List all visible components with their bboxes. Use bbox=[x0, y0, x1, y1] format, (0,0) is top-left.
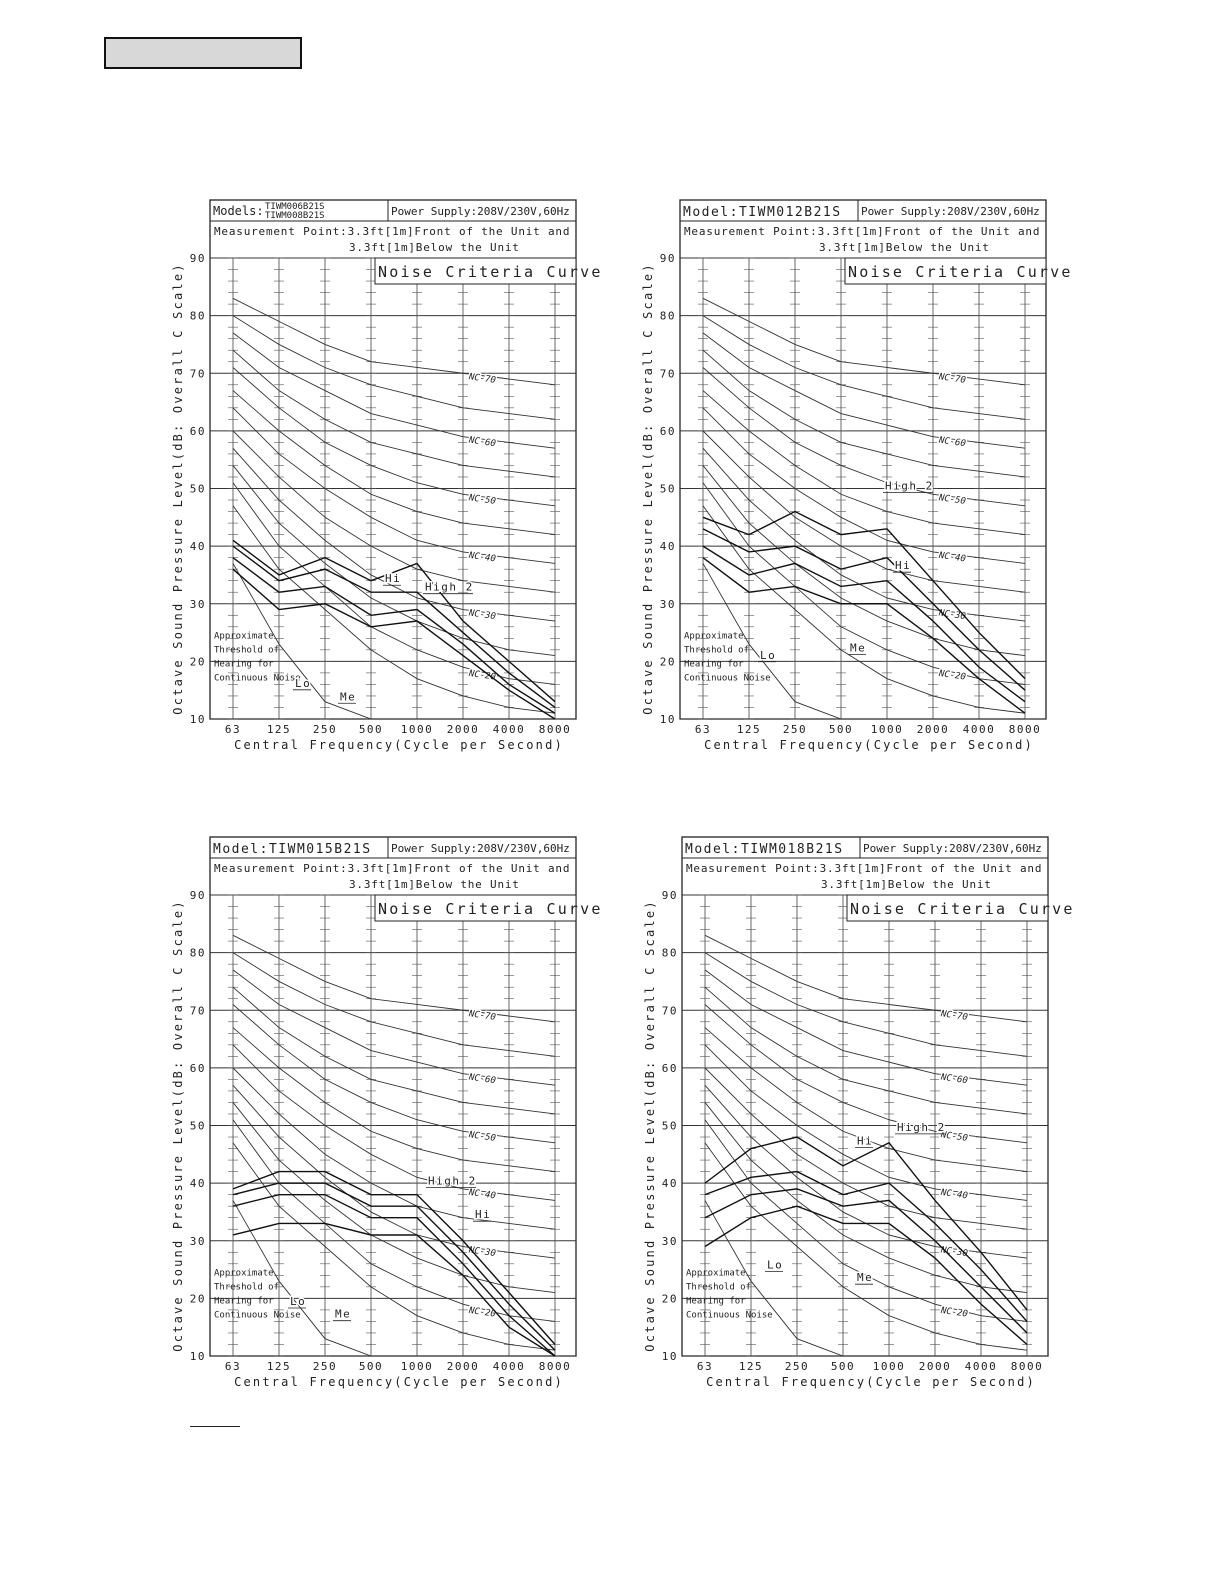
x-tick-label: 8000 bbox=[1010, 1360, 1044, 1373]
y-axis-title: Octave Sound Pressure Level(dB: Overall C Scale) bbox=[171, 899, 185, 1352]
nc-label: NC-40 bbox=[938, 550, 967, 565]
nc-curve bbox=[705, 1028, 1027, 1172]
curve-title: Noise Criteria Curve bbox=[850, 900, 1075, 918]
nc-label: NC-50 bbox=[938, 493, 967, 507]
x-axis-title: Central Frequency(Cycle per Second) bbox=[706, 1375, 1036, 1389]
mode-label: High 2 bbox=[885, 479, 934, 493]
mode-label: Hi bbox=[475, 1208, 492, 1222]
y-tick-label: 60 bbox=[189, 424, 206, 438]
threshold-label-line: Approximate bbox=[684, 631, 744, 642]
y-tick-label: 90 bbox=[189, 252, 206, 265]
x-axis-title: Central Frequency(Cycle per Second) bbox=[234, 738, 564, 752]
measurement-line-2: 3.3ft[1m]Below the Unit bbox=[821, 878, 992, 891]
x-axis-title: Central Frequency(Cycle per Second) bbox=[704, 738, 1034, 752]
mode-label: High 2 bbox=[428, 1174, 477, 1188]
y-tick-label: 90 bbox=[189, 889, 206, 902]
mode-label: Me bbox=[335, 1307, 352, 1321]
x-tick-label: 63 bbox=[696, 1360, 714, 1373]
x-tick-label: 63 bbox=[224, 723, 242, 736]
nc-label: NC-30 bbox=[468, 608, 497, 623]
y-tick-label: 40 bbox=[659, 540, 676, 554]
nc-curve bbox=[703, 367, 1025, 505]
y-tick-label: 50 bbox=[659, 482, 676, 496]
mode-label: Lo bbox=[295, 676, 312, 690]
measurement-line-2: 3.3ft[1m]Below the Unit bbox=[349, 241, 520, 254]
y-tick-label: 30 bbox=[661, 1234, 678, 1248]
nc-curve bbox=[233, 953, 555, 1057]
nc-label: NC-20 bbox=[938, 668, 967, 683]
nc-label: NC-40 bbox=[468, 1187, 497, 1202]
x-tick-label: 4000 bbox=[964, 1360, 998, 1373]
y-tick-label: 10 bbox=[661, 1350, 678, 1363]
nc-curve bbox=[705, 935, 1027, 1021]
y-tick-label: 80 bbox=[659, 309, 676, 323]
y-tick-label: 90 bbox=[661, 889, 678, 902]
x-tick-label: 2000 bbox=[916, 723, 950, 736]
threshold-label-line: Hearing for bbox=[684, 659, 744, 670]
y-tick-label: 60 bbox=[661, 1061, 678, 1075]
nc-curve bbox=[703, 316, 1025, 420]
y-tick-label: 20 bbox=[661, 1292, 678, 1306]
y-axis-title: Octave Sound Pressure Level(dB: Overall C Scale) bbox=[171, 262, 185, 715]
x-tick-label: 63 bbox=[224, 1360, 242, 1373]
x-tick-label: 8000 bbox=[1008, 723, 1042, 736]
threshold-label-line: Threshold of bbox=[214, 645, 280, 656]
threshold-label-line: Hearing for bbox=[214, 659, 274, 670]
x-tick-label: 500 bbox=[358, 1360, 384, 1373]
measurement-line-1: Measurement Point:3.3ft[1m]Front of the Unit and bbox=[214, 862, 571, 875]
chart-panel-1 bbox=[171, 200, 603, 752]
y-tick-label: 70 bbox=[661, 1004, 678, 1018]
y-tick-label: 80 bbox=[189, 946, 206, 960]
nc-label: NC-30 bbox=[938, 608, 967, 623]
x-tick-label: 500 bbox=[358, 723, 384, 736]
mode-label: High 2 bbox=[425, 580, 474, 594]
nc-label: NC-60 bbox=[940, 1072, 969, 1087]
nc-label: NC-20 bbox=[468, 1305, 497, 1320]
mode-label: Lo bbox=[290, 1294, 307, 1308]
x-tick-label: 125 bbox=[266, 723, 292, 736]
power-supply: Power Supply:208V/230V,60Hz bbox=[861, 205, 1040, 218]
y-tick-label: 30 bbox=[189, 597, 206, 611]
y-tick-label: 40 bbox=[189, 1177, 206, 1191]
nc-label: NC-20 bbox=[468, 668, 497, 683]
nc-label: NC-70 bbox=[938, 372, 967, 386]
x-tick-label: 250 bbox=[784, 1360, 810, 1373]
x-tick-label: 1000 bbox=[400, 723, 434, 736]
y-tick-label: 10 bbox=[189, 1350, 206, 1363]
threshold-label-line: Hearing for bbox=[214, 1296, 274, 1307]
nc-label: NC-60 bbox=[468, 435, 497, 450]
mode-label: Me bbox=[850, 641, 867, 655]
x-tick-label: 250 bbox=[782, 723, 808, 736]
threshold-label-line: Approximate bbox=[686, 1268, 746, 1279]
mode-label: Hi bbox=[385, 572, 402, 586]
threshold-label-line: Approximate bbox=[214, 1268, 274, 1279]
threshold-label-line: Hearing for bbox=[686, 1296, 746, 1307]
power-supply: Power Supply:208V/230V,60Hz bbox=[863, 842, 1042, 855]
model-name: Model:TIWM012B21S bbox=[683, 205, 842, 220]
nc-label: NC-50 bbox=[940, 1130, 969, 1144]
x-tick-label: 4000 bbox=[962, 723, 996, 736]
measurement-line-1: Measurement Point:3.3ft[1m]Front of the Unit and bbox=[214, 225, 571, 238]
model-name: TIWM006B21S bbox=[265, 202, 325, 212]
mode-label: Hi bbox=[895, 559, 912, 573]
y-tick-label: 70 bbox=[659, 367, 676, 381]
y-tick-label: 80 bbox=[189, 309, 206, 323]
x-tick-label: 250 bbox=[312, 723, 338, 736]
curve-title: Noise Criteria Curve bbox=[378, 263, 603, 281]
x-tick-label: 1000 bbox=[870, 723, 904, 736]
nc-label: NC-60 bbox=[938, 435, 967, 450]
y-tick-label: 40 bbox=[189, 540, 206, 554]
mode-label: Lo bbox=[767, 1258, 784, 1272]
x-tick-label: 125 bbox=[738, 1360, 764, 1373]
x-tick-label: 8000 bbox=[538, 1360, 572, 1373]
nc-label: NC-30 bbox=[940, 1245, 969, 1260]
chart-panel-4 bbox=[643, 837, 1075, 1389]
threshold-label-line: Continuous Noise bbox=[684, 673, 771, 684]
y-tick-label: 70 bbox=[189, 367, 206, 381]
nc-label: NC-40 bbox=[468, 550, 497, 565]
mode-label: Hi bbox=[857, 1134, 874, 1148]
y-tick-label: 10 bbox=[659, 713, 676, 726]
model-name: Model:TIWM018B21S bbox=[685, 842, 844, 857]
curve-title: Noise Criteria Curve bbox=[848, 263, 1073, 281]
nc-curve bbox=[233, 935, 555, 1021]
nc-curve bbox=[233, 391, 555, 535]
footnote-rule bbox=[190, 1426, 240, 1427]
nc-curve bbox=[233, 1004, 555, 1142]
nc-curve bbox=[233, 1028, 555, 1172]
threshold-label-line: Continuous Noise bbox=[214, 1310, 301, 1321]
y-tick-label: 20 bbox=[659, 655, 676, 669]
x-tick-label: 1000 bbox=[400, 1360, 434, 1373]
y-tick-label: 30 bbox=[659, 597, 676, 611]
measurement-line-1: Measurement Point:3.3ft[1m]Front of the Unit and bbox=[684, 225, 1041, 238]
model-name: Model:TIWM015B21S bbox=[213, 842, 372, 857]
nc-label: NC-70 bbox=[940, 1009, 969, 1023]
nc-label: NC-50 bbox=[468, 1130, 497, 1144]
threshold-label-line: Threshold of bbox=[686, 1282, 752, 1293]
measurement-line-2: 3.3ft[1m]Below the Unit bbox=[349, 878, 520, 891]
threshold-label-line: Approximate bbox=[214, 631, 274, 642]
y-tick-label: 40 bbox=[661, 1177, 678, 1191]
y-axis-title: Octave Sound Pressure Level(dB: Overall C Scale) bbox=[641, 262, 655, 715]
model-name: TIWM008B21S bbox=[265, 211, 325, 221]
y-tick-label: 50 bbox=[189, 1119, 206, 1133]
chart-panel-2 bbox=[641, 200, 1073, 752]
y-tick-label: 70 bbox=[189, 1004, 206, 1018]
nc-curve bbox=[705, 1120, 1027, 1322]
power-supply: Power Supply:208V/230V,60Hz bbox=[391, 842, 570, 855]
nc-curve bbox=[233, 316, 555, 420]
y-axis-title: Octave Sound Pressure Level(dB: Overall C Scale) bbox=[643, 899, 657, 1352]
x-tick-label: 4000 bbox=[492, 723, 526, 736]
x-tick-label: 1000 bbox=[872, 1360, 906, 1373]
models-prefix: Models: bbox=[213, 204, 264, 218]
nc-curve bbox=[233, 298, 555, 384]
nc-curve bbox=[703, 298, 1025, 384]
mode-label: High 2 bbox=[897, 1120, 946, 1134]
nc-curve bbox=[233, 367, 555, 505]
threshold-label-line: Continuous Noise bbox=[686, 1310, 773, 1321]
threshold-label-line: Threshold of bbox=[214, 1282, 280, 1293]
curve-title: Noise Criteria Curve bbox=[378, 900, 603, 918]
chart-panel-3 bbox=[171, 837, 603, 1389]
nc-label: NC-50 bbox=[468, 493, 497, 507]
y-tick-label: 50 bbox=[189, 482, 206, 496]
y-tick-label: 60 bbox=[189, 1061, 206, 1075]
y-tick-label: 50 bbox=[661, 1119, 678, 1133]
measurement-line-1: Measurement Point:3.3ft[1m]Front of the Unit and bbox=[686, 862, 1043, 875]
y-tick-label: 20 bbox=[189, 655, 206, 669]
x-axis-title: Central Frequency(Cycle per Second) bbox=[234, 1375, 564, 1389]
power-supply: Power Supply:208V/230V,60Hz bbox=[391, 205, 570, 218]
y-tick-label: 80 bbox=[661, 946, 678, 960]
nc-label: NC-70 bbox=[468, 1009, 497, 1023]
x-tick-label: 500 bbox=[828, 723, 854, 736]
x-tick-label: 2000 bbox=[446, 723, 480, 736]
x-tick-label: 500 bbox=[830, 1360, 856, 1373]
threshold-label-line: Threshold of bbox=[684, 645, 750, 656]
nc-curve bbox=[703, 391, 1025, 535]
x-tick-label: 125 bbox=[266, 1360, 292, 1373]
y-tick-label: 90 bbox=[659, 252, 676, 265]
nc-label: NC-20 bbox=[940, 1305, 969, 1320]
x-tick-label: 63 bbox=[694, 723, 712, 736]
nc-curve bbox=[705, 1004, 1027, 1142]
x-tick-label: 4000 bbox=[492, 1360, 526, 1373]
nc-label: NC-30 bbox=[468, 1245, 497, 1260]
mode-label: Me bbox=[857, 1271, 874, 1285]
nc-label: NC-60 bbox=[468, 1072, 497, 1087]
y-tick-label: 20 bbox=[189, 1292, 206, 1306]
x-tick-label: 250 bbox=[312, 1360, 338, 1373]
measurement-line-2: 3.3ft[1m]Below the Unit bbox=[819, 241, 990, 254]
nc-label: NC-40 bbox=[940, 1187, 969, 1202]
mode-label: Me bbox=[340, 690, 357, 704]
x-tick-label: 2000 bbox=[446, 1360, 480, 1373]
mode-label: Lo bbox=[760, 648, 777, 662]
nc-curve bbox=[705, 953, 1027, 1057]
y-tick-label: 60 bbox=[659, 424, 676, 438]
x-tick-label: 125 bbox=[736, 723, 762, 736]
x-tick-label: 8000 bbox=[538, 723, 572, 736]
x-tick-label: 2000 bbox=[918, 1360, 952, 1373]
nc-curve bbox=[233, 1120, 555, 1322]
y-tick-label: 10 bbox=[189, 713, 206, 726]
y-tick-label: 30 bbox=[189, 1234, 206, 1248]
nc-label: NC-70 bbox=[468, 372, 497, 386]
threshold-label-line: Continuous Noise bbox=[214, 673, 301, 684]
